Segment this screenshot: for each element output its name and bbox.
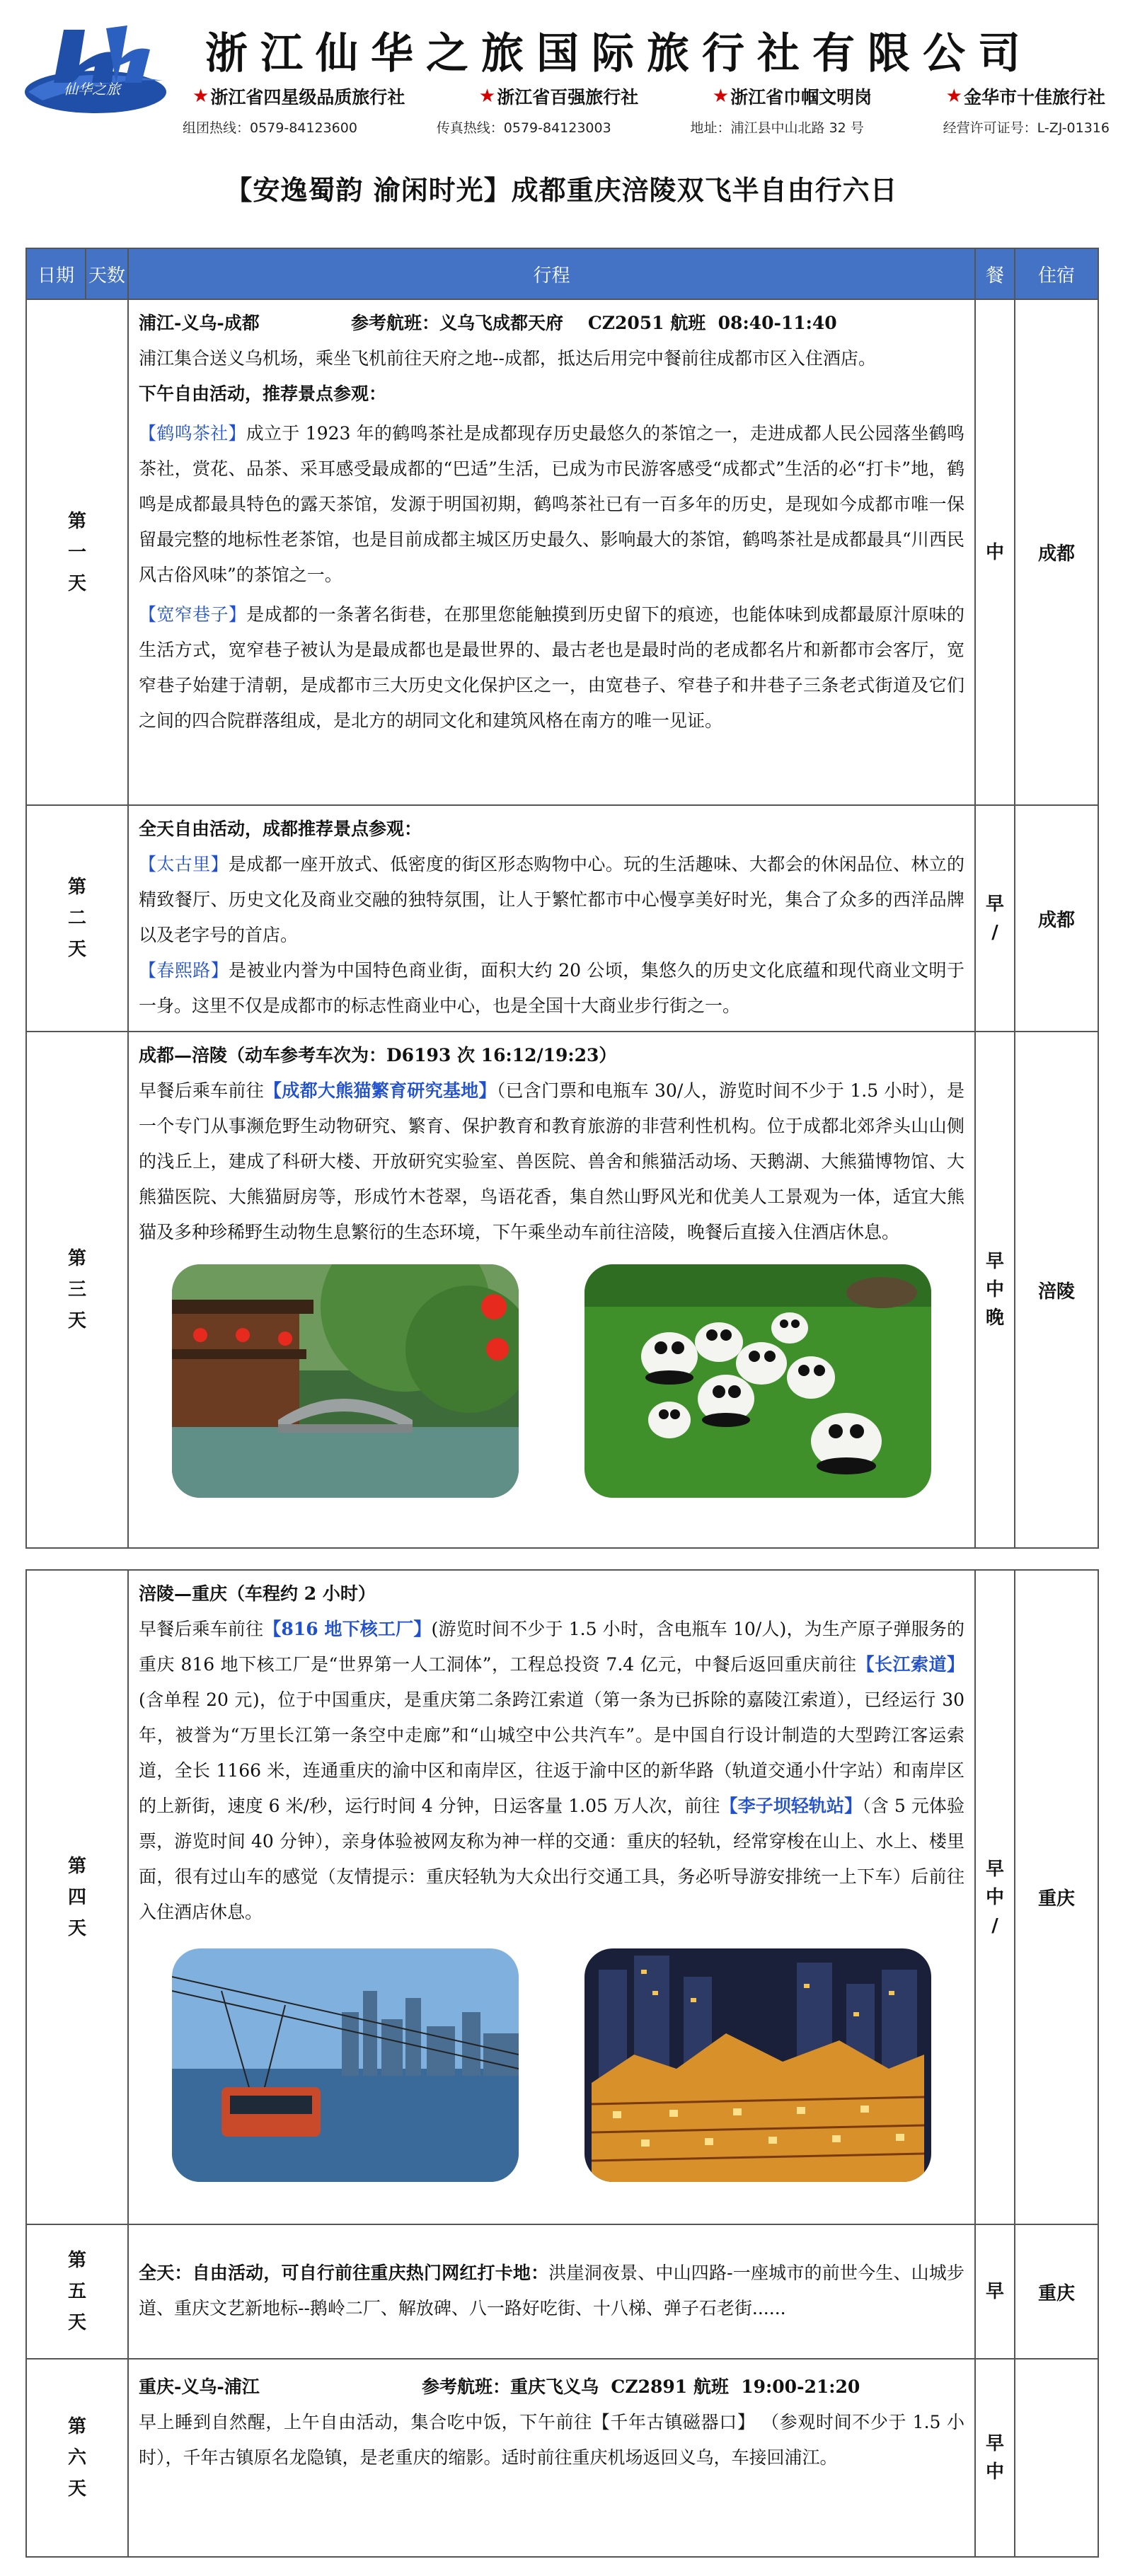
free-activity-paragraph: 全天：自由活动，可自行前往重庆热门网红打卡地：洪崖洞夜景、中山四路-一座城市的前世今生、山城步道、重庆文艺新地标--鹅岭二厂、解放碑、八一路好吃街、十八梯、弹子石老街...... [139,2263,965,2318]
honor-item: ★ 浙江省百强旅行社 [478,86,639,108]
itinerary-table-1 [25,248,1099,1549]
spot-paragraph [139,416,964,593]
honor-item: ★ 金华市十佳旅行社 [945,86,1105,108]
spot-name: 【816 地下核工厂】 [263,1619,432,1639]
spot-paragraph: 早餐后乘车前往【成都大熊猫繁育研究基地】（已含门票和电瓶车 30/人，游览时间不少于 1.5 小时），是一个专门从事濒危野生动物研究、繁育、保护教育和教育旅游的非营利性机构。位于成都北郊斧头山山侧的浅丘上，建成了科研大楼、开放研究实验室、兽医院、兽舍和熊猫活动场、天鹅湖、大熊猫博物馆、大熊猫医院、大熊猫厨房等，形成竹木苍翠，鸟语花香，集自然山野风光和优美人工景观为一体，适宜大熊猫及多种珍稀野生动物生息繁衍的生态环境，下午乘坐动车前往涪陵，晚餐后直接入住酒店休息。 [139,1080,964,1242]
itinerary-table-2 [25,1569,1099,2558]
hongya-cave-photo [584,1948,931,2182]
spot-name: 【成都大熊猫繁育研究基地】 [264,1080,497,1101]
company-header [0,0,1123,156]
header-date: 日期 [26,248,86,299]
spot-name: 【春熙路】 [139,960,229,981]
day-content [128,2224,975,2359]
cable-car-photo [172,1948,519,2182]
meal-cell: 早 [975,2224,1015,2359]
header-stay: 住宿 [1015,248,1098,299]
company-logo [21,16,170,122]
spot-paragraph: 早上睡到自然醒，上午自由活动，集合吃中饭，下午前往【千年古镇磁器口】 （参观时间不少于 1.5 小时），千年古镇原名龙隐镇，是老重庆的缩影。适时前往重庆机场返回义乌，车接回浦江。 [139,2412,965,2468]
spot-paragraph [139,953,964,1024]
spot-name: 【长江索道】 [856,1654,965,1675]
route-line [139,306,964,341]
route-line: 涪陵—重庆（车程约 2 小时） [139,1583,376,1604]
meal-cell: 早 中 晚 [975,1032,1015,1548]
spot-name: 【千年古镇磁器口】 [592,2412,756,2432]
free-activity-text: 下午自由活动，推荐景点参观： [139,383,387,404]
star-icon: ★ [945,86,962,107]
meal-cell: 中 [975,299,1015,805]
spot-name: 【宽窄巷子】 [139,604,247,625]
table-header-row [26,248,1098,299]
meal-cell: 早 中 / [975,1570,1015,2224]
contact-row [183,117,1110,137]
meal-cell: 早 / [975,805,1015,1032]
spot-description: 是成都的一条著名街巷，在那里您能触摸到历史留下的痕迹，也能体味到成都最原汁原味的生活方式，宽窄巷子被认为是最成都也是最世界的、最古老也是最时尚的老成都名片和新都市会客厅，宽窄巷子始建于清朝，是成都市三大历史文化保护区之一，由宽巷子、窄巷子和井巷子三条老式街道及它们之间的四合院群落组成，是北方的胡同文化和建筑风格在南方的唯一见证。 [139,604,964,731]
spot-paragraph: 早餐后乘车前往【816 地下核工厂】(游览时间不少于 1.5 小时，含电瓶车 10/人)，为生产原子弹服务的重庆 816 地下核工厂是“世界第一人工洞体”，工程总投资 7.4 亿元，中餐后返回重庆前往【长江索道】(含单程 20 元)，位于中国重庆，是重庆第二条跨江索道（第一条为已拆除的嘉陵江索道），已经运行 30 年，被誉为“万里长江第一条空中走廊”和“山城空中公共汽车”。是中国自行设计制造的大型跨江客运索道，全长 1166 米，连通重庆的渝中区和南岸区，往返于渝中区的新华路（轨道交通小什字站）和南岸区的上新街，速度 6 米/秒，运行时间 4 分钟，日运客量 1.05 万人次，前往【李子坝轻轨站】（含 5 元体验票，游览时间 40 分钟），亲身体验被网友称为神一样的交通：重庆的轻轨，经常穿梭在山上、水上、楼里面，很有过山车的感觉（友情提示：重庆轻轨为大众出行交通工具，务必听导游安排统一上下车）后前往入住酒店休息。 [139,1619,965,1922]
day-row-1 [26,299,1098,805]
spot-paragraph [139,847,964,953]
day-label: 第 一 天 [26,299,128,805]
logo-text: 仙华之旅 [64,81,120,98]
honor-item: ★ 浙江省巾帼文明岗 [712,86,873,108]
honors-row [192,83,1105,109]
header-days: 天数 [86,248,128,299]
free-activity-text: 全天自由活动，成都推荐景点参观： [139,819,422,839]
day-label: 第 三 天 [26,1032,128,1548]
spot-name: 【李子坝轻轨站】 [720,1796,863,1816]
day-content [128,2359,975,2557]
header-itinerary: 行程 [128,248,975,299]
logo-graphic [21,16,170,122]
day-row-4 [26,1570,1098,2224]
stay-cell: 成都 [1015,805,1098,1032]
day-content [128,299,975,805]
panda-base-photo [584,1264,931,1498]
day-label: 第 六 天 [26,2359,128,2557]
photo-row [139,1250,964,1503]
header-meal: 餐 [975,248,1015,299]
day-label: 第 二 天 [26,805,128,1032]
honor-item: ★ 浙江省四星级品质旅行社 [192,86,405,108]
stay-cell [1015,2359,1098,2557]
day-content [128,1570,975,2224]
stay-cell: 重庆 [1015,1570,1098,2224]
spot-description: 是被业内誉为中国特色商业街，面积大约 20 公顷，集悠久的历史文化底蕴和现代商业文明于一身。这里不仅是成都市的标志性商业中心，也是全国十大商业步行街之一。 [139,960,964,1016]
spot-description: 成立于 1923 年的鹤鸣茶社是成都现存历史最悠久的茶馆之一，走进成都人民公园落坐鹤鸣茶社，赏花、品茶、采耳感受最成都的“巴适”生活，已成为市民游客感受“成都式”生活的必“打卡”地，鹤鸣是成都最具特色的露天茶馆，发源于明国初期，鹤鸣茶社已有一百多年的历史，是现如今成都市唯一保留最完整的地标性老茶馆，也是目前成都主城区历史最久、影响最大的茶馆，鹤鸣茶社是成都最具“川西民风古俗风味”的茶馆之一。 [139,423,964,585]
spot-name: 【鹤鸣茶社】 [139,423,246,444]
contact-fax: 传真热线：0579-84123003 [436,120,611,136]
spot-name: 【太古里】 [139,854,229,874]
day-content [128,805,975,1032]
stay-cell: 重庆 [1015,2224,1098,2359]
day-row-6 [26,2359,1098,2557]
route-text: 浦江-义乌-成都 [139,313,260,333]
day-row-3 [26,1032,1098,1548]
day-content [128,1032,975,1548]
flight-info: 参考航班：重庆飞义乌 CZ2891 航班 19:00-21:20 [422,2376,860,2397]
spot-paragraph [139,597,964,739]
stay-cell: 成都 [1015,299,1098,805]
contact-address: 地址：浦江县中山北路 32 号 [690,120,864,136]
day-label: 第 五 天 [26,2224,128,2359]
flight-info: 参考航班：义乌飞成都天府 CZ2051 航班 08:40-11:40 [351,313,837,333]
company-name: 浙江仙华之旅国际旅行社有限公司 [205,29,1033,79]
route-line [139,2369,964,2405]
star-icon: ★ [192,86,209,107]
route-line: 成都—涪陵（动车参考车次为：D6193 次 16:12/19:23） [139,1045,617,1065]
day-row-2 [26,805,1098,1032]
intro-text: 浦江集合送义乌机场，乘坐飞机前往天府之地--成都，抵达后用完中餐前往成都市区入住酒店。 [139,348,876,369]
ancient-town-photo [172,1264,519,1498]
star-icon: ★ [478,86,496,107]
photo-row [139,1930,964,2188]
meal-cell: 早 中 [975,2359,1015,2557]
day-row-5 [26,2224,1098,2359]
day-label: 第 四 天 [26,1570,128,2224]
contact-phone: 组团热线：0579-84123600 [183,120,357,136]
route-text: 重庆-义乌-浦江 [139,2376,260,2397]
star-icon: ★ [712,86,730,107]
license-number: 经营许可证号：L-ZJ-01316 [943,120,1110,136]
trip-title: 【安逸蜀韵 渝闲时光】成都重庆涪陵双飞半自由行六日 [225,174,898,206]
spot-description: 是成都一座开放式、低密度的街区形态购物中心。玩的生活趣味、大都会的休闲品位、林立的精致餐厅、历史文化及商业交融的独特氛围，让人于繁忙都市中心慢享美好时光，集合了众多的西洋品牌以及老字号的首店。 [139,854,964,945]
stay-cell: 涪陵 [1015,1032,1098,1548]
